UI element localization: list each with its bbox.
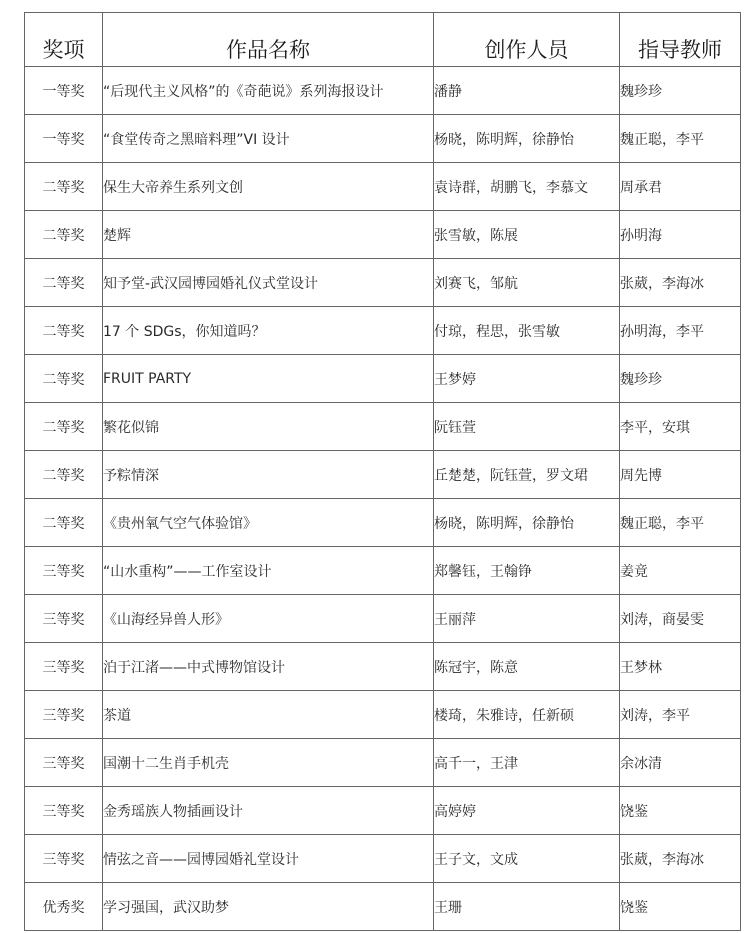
header-row <box>25 13 741 67</box>
cell-title: 知予堂-武汉园博园婚礼仪式堂设计 <box>103 259 434 307</box>
header-creators: 创作人员 <box>434 13 620 67</box>
cell-title: “后现代主义风格”的《奇葩说》系列海报设计 <box>103 67 434 115</box>
cell-creators: 郑馨钰，王翰铮 <box>434 547 620 595</box>
table-row <box>25 595 741 643</box>
header-advisor: 指导教师 <box>620 13 741 67</box>
cell-title: “食堂传奇之黑暗料理”VI 设计 <box>103 115 434 163</box>
cell-title: 国潮十二生肖手机壳 <box>103 739 434 787</box>
cell-title: 泊于江渚——中式博物馆设计 <box>103 643 434 691</box>
cell-award: 三等奖 <box>25 691 103 739</box>
cell-title: FRUIT PARTY <box>103 355 434 403</box>
cell-advisor: 刘涛，李平 <box>620 691 741 739</box>
table-row <box>25 67 741 115</box>
table-row <box>25 403 741 451</box>
cell-creators: 刘赛飞，邹航 <box>434 259 620 307</box>
header-award: 奖项 <box>25 13 103 67</box>
cell-title: “山水重构”——工作室设计 <box>103 547 434 595</box>
cell-award: 三等奖 <box>25 595 103 643</box>
cell-award: 一等奖 <box>25 115 103 163</box>
table-row <box>25 259 741 307</box>
cell-creators: 袁诗群，胡鹏飞，李慕文 <box>434 163 620 211</box>
cell-advisor: 张葳，李海冰 <box>620 259 741 307</box>
cell-award: 三等奖 <box>25 643 103 691</box>
cell-title: 保生大帝养生系列文创 <box>103 163 434 211</box>
cell-title: 学习强国，武汉助梦 <box>103 883 434 931</box>
cell-creators: 阮钰萱 <box>434 403 620 451</box>
cell-advisor: 李平，安琪 <box>620 403 741 451</box>
cell-title: 楚辉 <box>103 211 434 259</box>
cell-creators: 王丽萍 <box>434 595 620 643</box>
cell-advisor: 余冰清 <box>620 739 741 787</box>
cell-advisor: 魏正聪，李平 <box>620 499 741 547</box>
cell-title: 金秀瑶族人物插画设计 <box>103 787 434 835</box>
cell-creators: 王梦婷 <box>434 355 620 403</box>
cell-advisor: 张葳，李海冰 <box>620 835 741 883</box>
table-row <box>25 355 741 403</box>
table-row <box>25 787 741 835</box>
awards-table <box>24 12 741 931</box>
table-row <box>25 883 741 931</box>
cell-advisor: 周先博 <box>620 451 741 499</box>
cell-title: 17 个 SDGs，你知道吗？ <box>103 307 434 355</box>
table-row <box>25 739 741 787</box>
cell-advisor: 饶鉴 <box>620 787 741 835</box>
cell-creators: 高千一，王津 <box>434 739 620 787</box>
cell-creators: 高婷婷 <box>434 787 620 835</box>
cell-award: 二等奖 <box>25 307 103 355</box>
cell-advisor: 孙明海 <box>620 211 741 259</box>
cell-creators: 付琼，程思，张雪敏 <box>434 307 620 355</box>
table-row <box>25 835 741 883</box>
cell-award: 二等奖 <box>25 499 103 547</box>
cell-advisor: 姜竟 <box>620 547 741 595</box>
cell-creators: 陈冠宇，陈意 <box>434 643 620 691</box>
table-row <box>25 211 741 259</box>
cell-advisor: 魏珍珍 <box>620 355 741 403</box>
cell-title: 予粽情深 <box>103 451 434 499</box>
cell-title: 情弦之音——园博园婚礼堂设计 <box>103 835 434 883</box>
table-row <box>25 499 741 547</box>
cell-award: 三等奖 <box>25 739 103 787</box>
cell-advisor: 刘涛，商晏雯 <box>620 595 741 643</box>
cell-advisor: 魏珍珍 <box>620 67 741 115</box>
cell-award: 二等奖 <box>25 259 103 307</box>
awards-table-body <box>25 67 741 931</box>
cell-creators: 丘楚楚，阮钰萱，罗文珺 <box>434 451 620 499</box>
table-row <box>25 547 741 595</box>
cell-award: 三等奖 <box>25 787 103 835</box>
header-title: 作品名称 <box>103 13 434 67</box>
cell-award: 三等奖 <box>25 547 103 595</box>
table-row <box>25 163 741 211</box>
cell-advisor: 王梦林 <box>620 643 741 691</box>
cell-award: 三等奖 <box>25 835 103 883</box>
table-row <box>25 115 741 163</box>
cell-award: 二等奖 <box>25 355 103 403</box>
cell-title: 繁花似锦 <box>103 403 434 451</box>
cell-award: 二等奖 <box>25 211 103 259</box>
cell-creators: 王珊 <box>434 883 620 931</box>
cell-creators: 王子文，文成 <box>434 835 620 883</box>
cell-advisor: 饶鉴 <box>620 883 741 931</box>
cell-award: 一等奖 <box>25 67 103 115</box>
cell-advisor: 孙明海，李平 <box>620 307 741 355</box>
cell-creators: 张雪敏，陈展 <box>434 211 620 259</box>
cell-title: 《山海经异兽人形》 <box>103 595 434 643</box>
cell-title: 茶道 <box>103 691 434 739</box>
table-row <box>25 451 741 499</box>
cell-creators: 杨晓，陈明辉，徐静怡 <box>434 499 620 547</box>
table-row <box>25 691 741 739</box>
cell-title: 《贵州氧气空气体验馆》 <box>103 499 434 547</box>
cell-creators: 潘静 <box>434 67 620 115</box>
cell-advisor: 周承君 <box>620 163 741 211</box>
cell-creators: 杨晓，陈明辉，徐静怡 <box>434 115 620 163</box>
cell-award: 优秀奖 <box>25 883 103 931</box>
cell-award: 二等奖 <box>25 163 103 211</box>
cell-advisor: 魏正聪，李平 <box>620 115 741 163</box>
cell-creators: 楼琦，朱雅诗，任新硕 <box>434 691 620 739</box>
cell-award: 二等奖 <box>25 403 103 451</box>
table-row <box>25 643 741 691</box>
table-row <box>25 307 741 355</box>
cell-award: 二等奖 <box>25 451 103 499</box>
